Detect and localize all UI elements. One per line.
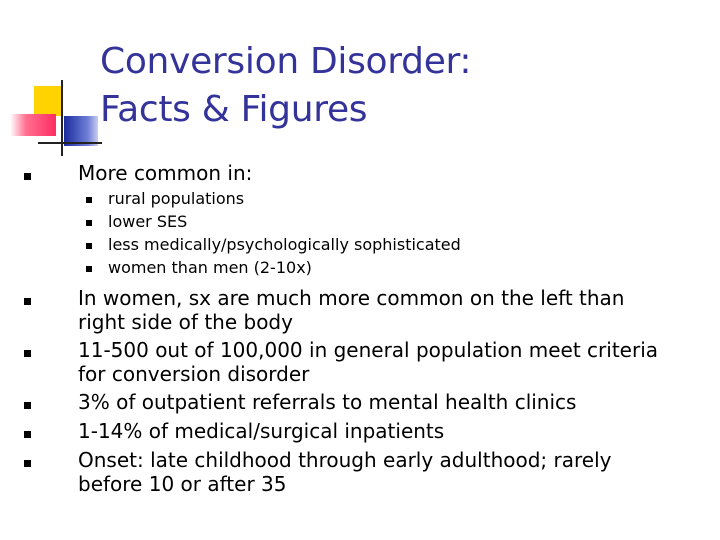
bullet-item	[78, 448, 611, 496]
bullet-square-icon	[86, 197, 92, 203]
sub-bullet-item	[108, 188, 244, 210]
bullet-square-icon	[24, 460, 31, 467]
bullet-text-line-1: Onset: late childhood through early adulthood; rarely	[78, 448, 612, 472]
bullet-square-icon	[86, 266, 92, 272]
bullet-text-line-2: for conversion disorder	[78, 362, 310, 386]
bullet-square-icon	[86, 243, 92, 249]
sub-bullet-text: less medically/psychologically sophisticated	[108, 235, 461, 254]
bullet-text-line-1: In women, sx are much more common on the left than	[78, 286, 625, 310]
bullet-text: More common in:	[78, 161, 253, 185]
bullet-square-icon	[24, 350, 31, 357]
bullet-text-line-1: 11-500 out of 100,000 in general population meet criteria	[78, 338, 658, 362]
sub-bullet-text: women than men (2-10x)	[108, 258, 312, 277]
bullet-square-icon	[24, 431, 31, 438]
bullet-square-icon	[24, 402, 31, 409]
bullet-square-icon	[24, 298, 31, 305]
bullet-item	[78, 338, 658, 386]
bullet-item	[78, 286, 624, 334]
sub-bullet-item	[108, 234, 461, 256]
bullet-text-line-2: right side of the body	[78, 310, 293, 334]
bullet-item	[78, 390, 576, 414]
sub-bullet-text: rural populations	[108, 189, 245, 208]
bullet-square-icon	[24, 173, 31, 180]
sub-bullet-item	[108, 211, 187, 233]
bullet-text: 1-14% of medical/surgical inpatients	[78, 419, 445, 443]
bullet-item	[78, 161, 252, 185]
bullet-square-icon	[86, 220, 92, 226]
bullet-item	[78, 419, 444, 443]
title-line-1: Conversion Disorder:	[100, 41, 472, 82]
bullet-text-line-2: before 10 or after 35	[78, 472, 287, 496]
title-line-2: Facts & Figures	[100, 89, 368, 130]
sub-bullet-text: lower SES	[108, 212, 188, 231]
sub-bullet-item	[108, 257, 312, 279]
bullet-text: 3% of outpatient referrals to mental health clinics	[78, 390, 577, 414]
